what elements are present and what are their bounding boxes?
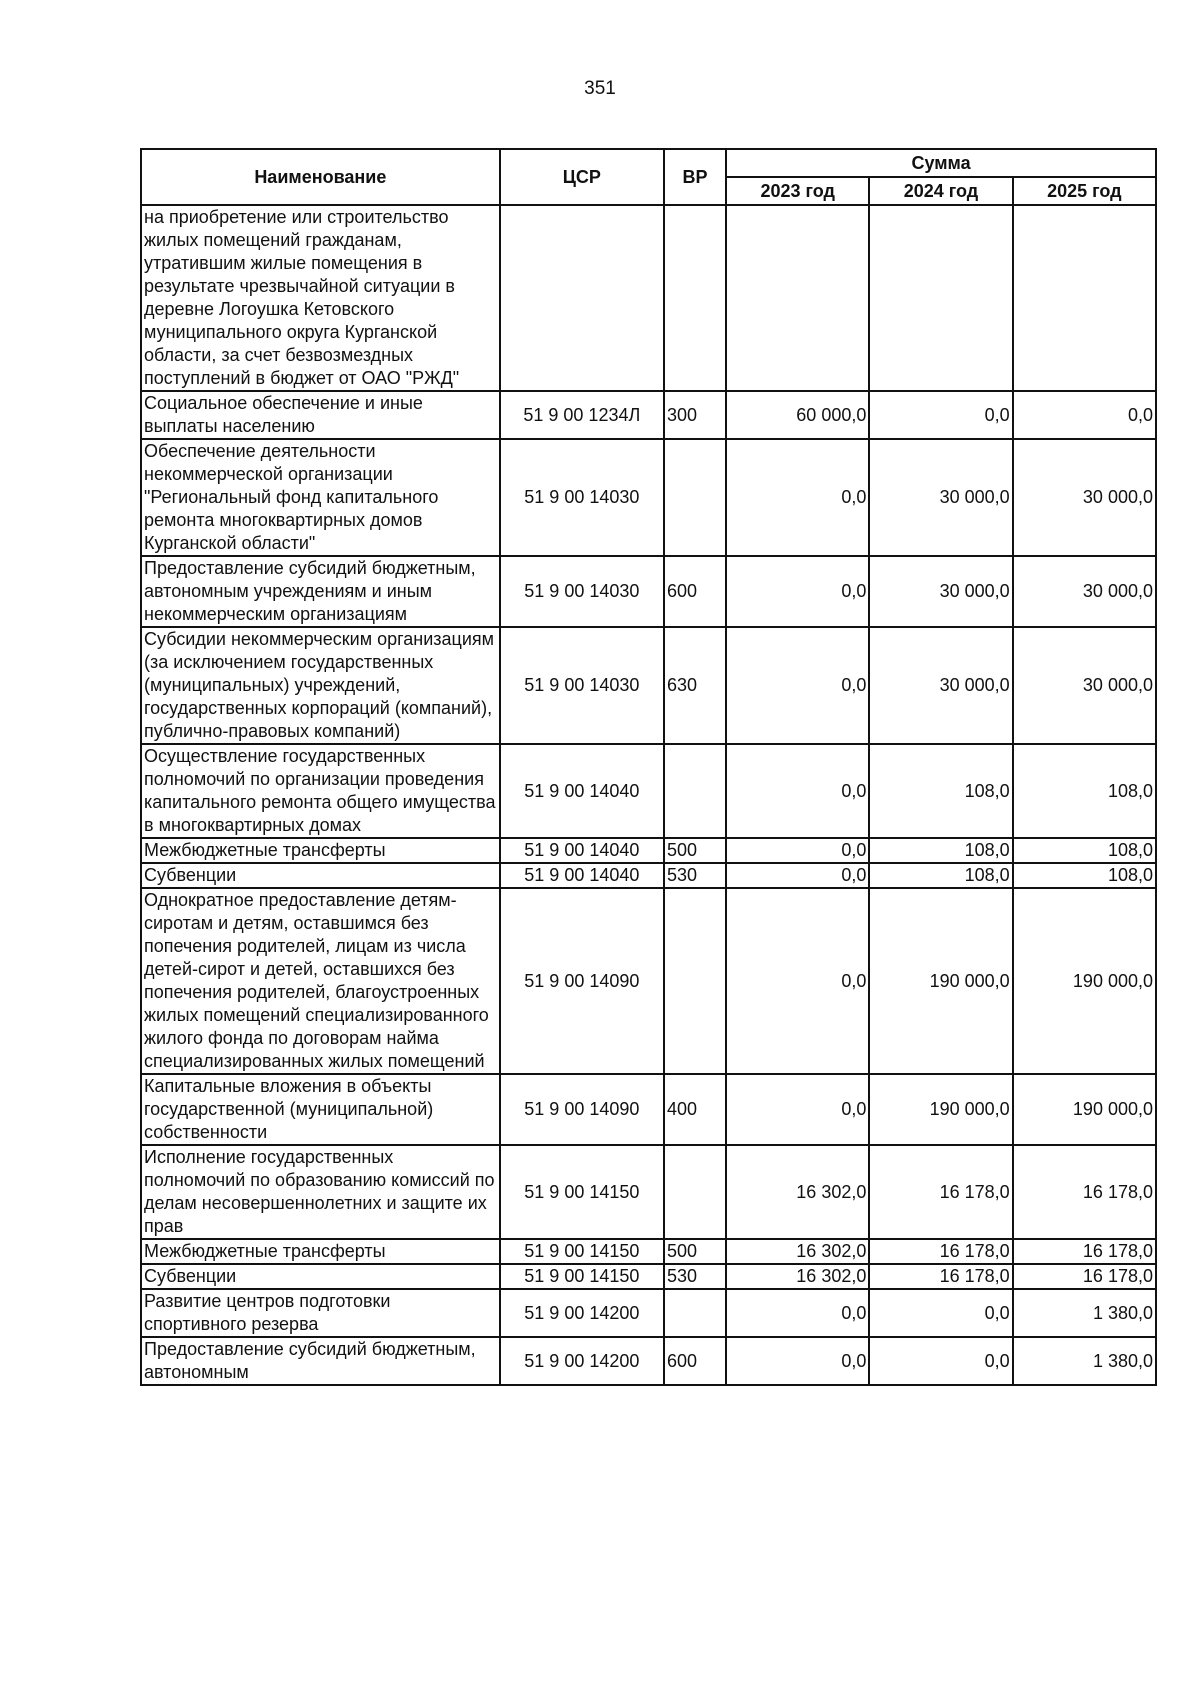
cell-vr: 300 bbox=[664, 391, 726, 439]
page-number: 351 bbox=[584, 78, 616, 99]
table-row bbox=[141, 1337, 1156, 1385]
cell-2023: 0,0 bbox=[726, 439, 869, 556]
cell-csr: 51 9 00 14150 bbox=[500, 1145, 664, 1239]
table-row bbox=[141, 391, 1156, 439]
cell-2023: 0,0 bbox=[726, 1074, 869, 1145]
cell-csr: 51 9 00 14200 bbox=[500, 1337, 664, 1385]
table-row bbox=[141, 439, 1156, 556]
cell-2025: 108,0 bbox=[1013, 863, 1156, 888]
header-vr: ВР bbox=[664, 149, 726, 205]
cell-name: Однократное предоставление детям-сиротам и детям, оставшимся без попечения родителей, лицам из числа детей-сирот и детей, оставшихся без попечения родителей, благоустроенных жилых помещений специализированного жилого фонда по договорам найма специализированных жилых помещений bbox=[141, 888, 500, 1074]
cell-name: Субсидии некоммерческим организациям (за исключением государственных (муниципальных) учреждений, государственных корпораций (компаний), публично-правовых компаний) bbox=[141, 627, 500, 744]
cell-2024: 30 000,0 bbox=[869, 556, 1012, 627]
cell-2025: 30 000,0 bbox=[1013, 627, 1156, 744]
cell-2025 bbox=[1013, 205, 1156, 391]
cell-vr: 630 bbox=[664, 627, 726, 744]
cell-2023: 0,0 bbox=[726, 627, 869, 744]
cell-2023: 0,0 bbox=[726, 863, 869, 888]
cell-csr: 51 9 00 14150 bbox=[500, 1264, 664, 1289]
cell-2024: 30 000,0 bbox=[869, 627, 1012, 744]
cell-2025: 1 380,0 bbox=[1013, 1337, 1156, 1385]
header-sum: Сумма bbox=[726, 149, 1156, 177]
cell-csr: 51 9 00 14040 bbox=[500, 838, 664, 863]
cell-vr bbox=[664, 888, 726, 1074]
cell-2023: 0,0 bbox=[726, 1337, 869, 1385]
cell-name: на приобретение или строительство жилых помещений гражданам, утратившим жилые помещения в результате чрезвычайной ситуации в деревне Логоушка Кетовского муниципального округа Курганской области, за счет безвозмездных поступлений в бюджет от ОАО "РЖД" bbox=[141, 205, 500, 391]
cell-2025: 16 178,0 bbox=[1013, 1264, 1156, 1289]
cell-name: Межбюджетные трансферты bbox=[141, 838, 500, 863]
cell-vr: 600 bbox=[664, 556, 726, 627]
cell-2023: 16 302,0 bbox=[726, 1264, 869, 1289]
cell-name: Социальное обеспечение и иные выплаты населению bbox=[141, 391, 500, 439]
cell-vr bbox=[664, 439, 726, 556]
table-body bbox=[141, 205, 1156, 1385]
cell-name: Обеспечение деятельности некоммерческой организации "Региональный фонд капитального ремонта многоквартирных домов Курганской области" bbox=[141, 439, 500, 556]
cell-2024: 16 178,0 bbox=[869, 1264, 1012, 1289]
cell-csr: 51 9 00 14090 bbox=[500, 888, 664, 1074]
cell-name: Межбюджетные трансферты bbox=[141, 1239, 500, 1264]
table-row bbox=[141, 1074, 1156, 1145]
cell-name: Предоставление субсидий бюджетным, автономным учреждениям и иным некоммерческим организациям bbox=[141, 556, 500, 627]
cell-2025: 16 178,0 bbox=[1013, 1145, 1156, 1239]
table-row bbox=[141, 1145, 1156, 1239]
cell-csr: 51 9 00 14090 bbox=[500, 1074, 664, 1145]
cell-vr bbox=[664, 1145, 726, 1239]
table-row bbox=[141, 1239, 1156, 1264]
cell-2024: 108,0 bbox=[869, 838, 1012, 863]
table-row bbox=[141, 556, 1156, 627]
cell-2025: 30 000,0 bbox=[1013, 439, 1156, 556]
table-row bbox=[141, 627, 1156, 744]
cell-2025: 0,0 bbox=[1013, 391, 1156, 439]
cell-vr: 530 bbox=[664, 1264, 726, 1289]
cell-vr bbox=[664, 205, 726, 391]
cell-2024: 108,0 bbox=[869, 863, 1012, 888]
cell-vr bbox=[664, 744, 726, 838]
cell-2025: 190 000,0 bbox=[1013, 1074, 1156, 1145]
table-row bbox=[141, 838, 1156, 863]
cell-2025: 108,0 bbox=[1013, 838, 1156, 863]
cell-csr: 51 9 00 14040 bbox=[500, 863, 664, 888]
cell-2023: 0,0 bbox=[726, 838, 869, 863]
cell-2025: 16 178,0 bbox=[1013, 1239, 1156, 1264]
table-row bbox=[141, 1264, 1156, 1289]
cell-2024: 0,0 bbox=[869, 391, 1012, 439]
cell-name: Развитие центров подготовки спортивного резерва bbox=[141, 1289, 500, 1337]
cell-2023: 0,0 bbox=[726, 556, 869, 627]
cell-name: Осуществление государственных полномочий по организации проведения капитального ремонта общего имущества в многоквартирных домах bbox=[141, 744, 500, 838]
budget-table bbox=[140, 148, 1157, 1386]
cell-2023: 0,0 bbox=[726, 888, 869, 1074]
cell-vr: 500 bbox=[664, 1239, 726, 1264]
cell-2024 bbox=[869, 205, 1012, 391]
cell-csr: 51 9 00 14150 bbox=[500, 1239, 664, 1264]
table-row bbox=[141, 863, 1156, 888]
cell-2025: 30 000,0 bbox=[1013, 556, 1156, 627]
cell-csr: 51 9 00 14030 bbox=[500, 439, 664, 556]
cell-2024: 190 000,0 bbox=[869, 888, 1012, 1074]
cell-2023: 16 302,0 bbox=[726, 1145, 869, 1239]
cell-csr: 51 9 00 14200 bbox=[500, 1289, 664, 1337]
cell-2025: 190 000,0 bbox=[1013, 888, 1156, 1074]
header-year-2023: 2023 год bbox=[726, 177, 869, 205]
cell-2024: 0,0 bbox=[869, 1289, 1012, 1337]
table-row bbox=[141, 1289, 1156, 1337]
cell-vr: 500 bbox=[664, 838, 726, 863]
header-year-2025: 2025 год bbox=[1013, 177, 1156, 205]
cell-vr: 400 bbox=[664, 1074, 726, 1145]
cell-2024: 190 000,0 bbox=[869, 1074, 1012, 1145]
cell-2025: 1 380,0 bbox=[1013, 1289, 1156, 1337]
cell-2023: 60 000,0 bbox=[726, 391, 869, 439]
cell-name: Субвенции bbox=[141, 1264, 500, 1289]
cell-name: Предоставление субсидий бюджетным, автономным bbox=[141, 1337, 500, 1385]
cell-2023: 0,0 bbox=[726, 744, 869, 838]
header-name: Наименование bbox=[141, 149, 500, 205]
header-year-2024: 2024 год bbox=[869, 177, 1012, 205]
cell-name: Исполнение государственных полномочий по образованию комиссий по делам несовершеннолетних и защите их прав bbox=[141, 1145, 500, 1239]
cell-csr: 51 9 00 14030 bbox=[500, 556, 664, 627]
table-row bbox=[141, 744, 1156, 838]
cell-2024: 16 178,0 bbox=[869, 1239, 1012, 1264]
cell-csr: 51 9 00 14030 bbox=[500, 627, 664, 744]
cell-name: Капитальные вложения в объекты государственной (муниципальной) собственности bbox=[141, 1074, 500, 1145]
cell-2023: 0,0 bbox=[726, 1289, 869, 1337]
cell-2024: 16 178,0 bbox=[869, 1145, 1012, 1239]
cell-csr: 51 9 00 1234Л bbox=[500, 391, 664, 439]
cell-vr: 530 bbox=[664, 863, 726, 888]
cell-csr: 51 9 00 14040 bbox=[500, 744, 664, 838]
cell-vr bbox=[664, 1289, 726, 1337]
cell-2024: 0,0 bbox=[869, 1337, 1012, 1385]
cell-2024: 108,0 bbox=[869, 744, 1012, 838]
cell-2025: 108,0 bbox=[1013, 744, 1156, 838]
table-row bbox=[141, 205, 1156, 391]
cell-csr bbox=[500, 205, 664, 391]
cell-vr: 600 bbox=[664, 1337, 726, 1385]
cell-2024: 30 000,0 bbox=[869, 439, 1012, 556]
table-row bbox=[141, 888, 1156, 1074]
cell-name: Субвенции bbox=[141, 863, 500, 888]
cell-2023: 16 302,0 bbox=[726, 1239, 869, 1264]
cell-2023 bbox=[726, 205, 869, 391]
header-csr: ЦСР bbox=[500, 149, 664, 205]
